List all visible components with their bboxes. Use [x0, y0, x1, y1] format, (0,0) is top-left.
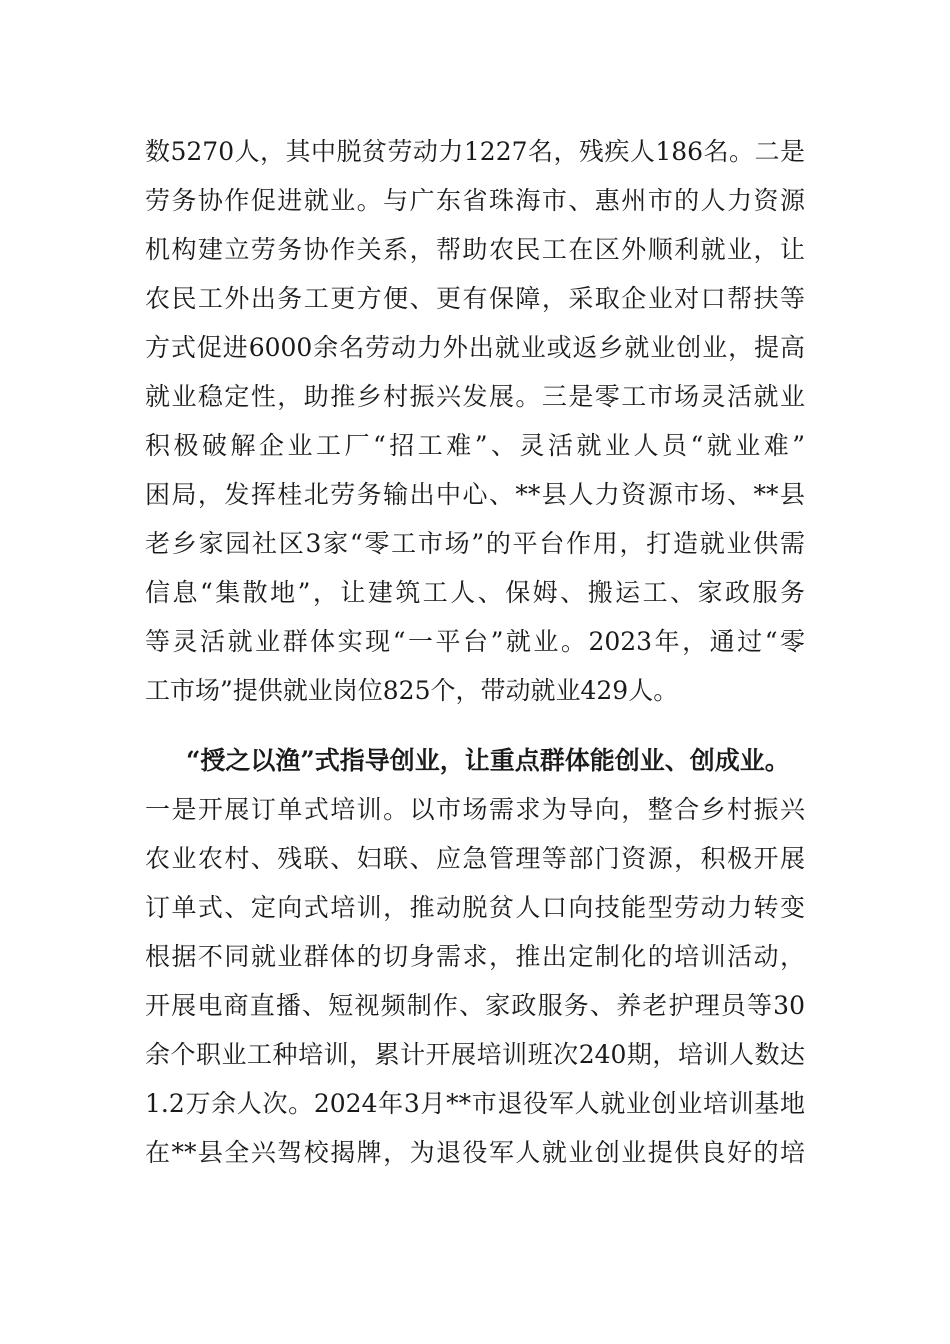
section-heading: “授之以渔”式指导创业，让重点群体能创业、创成业。 [186, 746, 790, 775]
text-line: 开展电商直播、短视频制作、家政服务、养老护理员等30 [145, 991, 805, 1020]
text-line: 数5270人，其中脱贫劳动力1227名，残疾人186名。二是 [145, 137, 805, 166]
text-line: 在**县全兴驾校揭牌，为退役军人就业创业提供良好的培 [145, 1138, 805, 1167]
text-line: 劳务协作促进就业。与广东省珠海市、惠州市的人力资源 [145, 186, 805, 215]
text-line: 困局，发挥桂北劳务输出中心、**县人力资源市场、**县 [145, 480, 805, 509]
text-line: 1.2万余人次。2024年3月**市退役军人就业创业培训基地 [145, 1089, 805, 1118]
text-line: 余个职业工种培训，累计开展培训班次240期，培训人数达 [145, 1040, 805, 1069]
text-line: 机构建立劳务协作关系，帮助农民工在区外顺利就业，让 [145, 235, 805, 264]
text-line: 一是开展订单式培训。以市场需求为导向，整合乡村振兴 [145, 795, 805, 824]
text-line: 积极破解企业工厂“招工难”、灵活就业人员“就业难” [145, 431, 805, 460]
text-line: 等灵活就业群体实现“一平台”就业。2023年，通过“零 [145, 627, 805, 656]
text-line: 根据不同就业群体的切身需求，推出定制化的培训活动， [145, 942, 805, 971]
text-line: 方式促进6000余名劳动力外出就业或返乡就业创业，提高 [145, 333, 805, 362]
text-line: 农业农村、残联、妇联、应急管理等部门资源，积极开展 [145, 844, 805, 873]
text-line: 农民工外出务工更方便、更有保障，采取企业对口帮扶等 [145, 284, 805, 313]
text-line: 订单式、定向式培训，推动脱贫人口向技能型劳动力转变 [145, 893, 805, 922]
text-line: 工市场”提供就业岗位825个，带动就业429人。 [145, 676, 679, 705]
text-line: 就业稳定性，助推乡村振兴发展。三是零工市场灵活就业 [145, 382, 805, 411]
text-line: 信息“集散地”，让建筑工人、保姆、搬运工、家政服务 [145, 578, 805, 607]
text-line: 老乡家园社区3家“零工市场”的平台作用，打造就业供需 [145, 529, 805, 558]
